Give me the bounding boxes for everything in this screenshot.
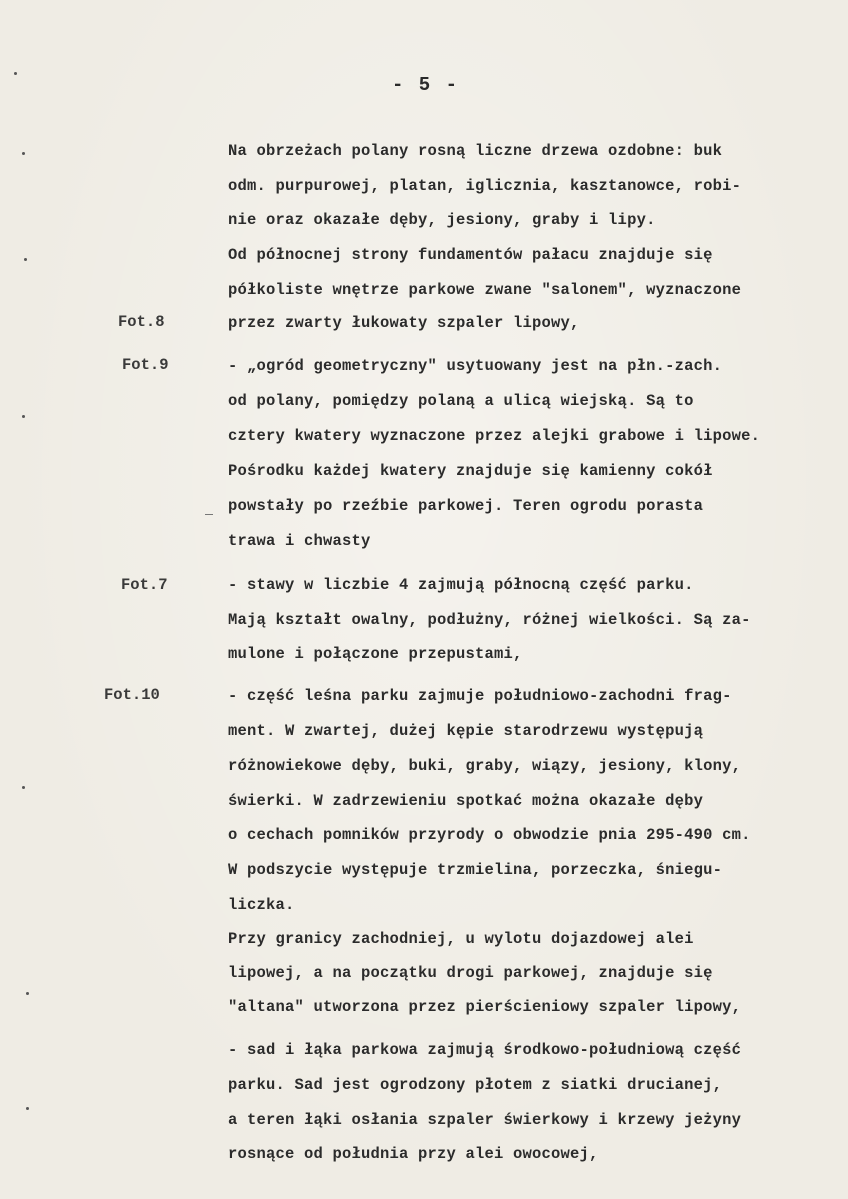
- text-line: a teren łąki osłania szpaler świerkowy i krzewy jeżyny: [228, 1111, 742, 1129]
- text-line: nie oraz okazałe dęby, jesiony, graby i lipy.: [228, 211, 656, 229]
- margin-mark: [205, 514, 213, 515]
- margin-ref-fot-8: Fot.8: [118, 313, 165, 331]
- text-line: - sad i łąka parkowa zajmują środkowo-południową część: [228, 1041, 742, 1059]
- margin-speck: [26, 992, 29, 995]
- text-line: parku. Sad jest ogrodzony płotem z siatki drucianej,: [228, 1076, 723, 1094]
- text-line: Pośrodku każdej kwatery znajduje się kamienny cokół: [228, 462, 713, 480]
- margin-speck: [14, 72, 17, 75]
- text-line: "altana" utworzona przez pierścieniowy szpaler lipowy,: [228, 998, 742, 1016]
- text-line: cztery kwatery wyznaczone przez alejki grabowe i lipowe.: [228, 427, 761, 445]
- text-line: o cechach pomników przyrody o obwodzie pnia 295-490 cm.: [228, 826, 751, 844]
- page-number: - 5 -: [392, 74, 460, 96]
- text-line: - stawy w liczbie 4 zajmują północną część parku.: [228, 576, 694, 594]
- text-line: Mają kształt owalny, podłużny, różnej wielkości. Są za-: [228, 611, 751, 629]
- margin-ref-fot-7: Fot.7: [121, 576, 168, 594]
- text-line: W podszycie występuje trzmielina, porzeczka, śniegu-: [228, 861, 723, 879]
- text-line: od polany, pomiędzy polaną a ulicą wiejską. Są to: [228, 392, 694, 410]
- text-line: różnowiekowe dęby, buki, graby, wiązy, jesiony, klony,: [228, 757, 742, 775]
- text-line: mulone i połączone przepustami,: [228, 645, 523, 663]
- text-line: Na obrzeżach polany rosną liczne drzewa ozdobne: buk: [228, 142, 723, 160]
- text-line: przez zwarty łukowaty szpaler lipowy,: [228, 314, 580, 332]
- margin-speck: [22, 152, 25, 155]
- margin-ref-fot-9: Fot.9: [122, 356, 169, 374]
- margin-speck: [22, 786, 25, 789]
- text-line: trawa i chwasty: [228, 532, 371, 550]
- margin-ref-fot-10: Fot.10: [104, 686, 160, 704]
- margin-speck: [22, 415, 25, 418]
- text-line: ment. W zwartej, dużej kępie starodrzewu występują: [228, 722, 704, 740]
- text-line: rosnące od południa przy alei owocowej,: [228, 1145, 599, 1163]
- text-line: półkoliste wnętrze parkowe zwane "salonem", wyznaczone: [228, 281, 742, 299]
- text-line: powstały po rzeźbie parkowej. Teren ogrodu porasta: [228, 497, 704, 515]
- text-line: Od północnej strony fundamentów pałacu znajduje się: [228, 246, 713, 264]
- text-line: świerki. W zadrzewieniu spotkać można okazałe dęby: [228, 792, 704, 810]
- text-line: odm. purpurowej, platan, iglicznia, kasztanowce, robi-: [228, 177, 742, 195]
- text-line: - część leśna parku zajmuje południowo-zachodni frag-: [228, 687, 732, 705]
- margin-speck: [24, 258, 27, 261]
- margin-speck: [26, 1107, 29, 1110]
- text-line: lipowej, a na początku drogi parkowej, znajduje się: [228, 964, 713, 982]
- text-line: - „ogród geometryczny" usytuowany jest na płn.-zach.: [228, 357, 723, 375]
- text-line: Przy granicy zachodniej, u wylotu dojazdowej alei: [228, 930, 694, 948]
- text-line: liczka.: [228, 896, 295, 914]
